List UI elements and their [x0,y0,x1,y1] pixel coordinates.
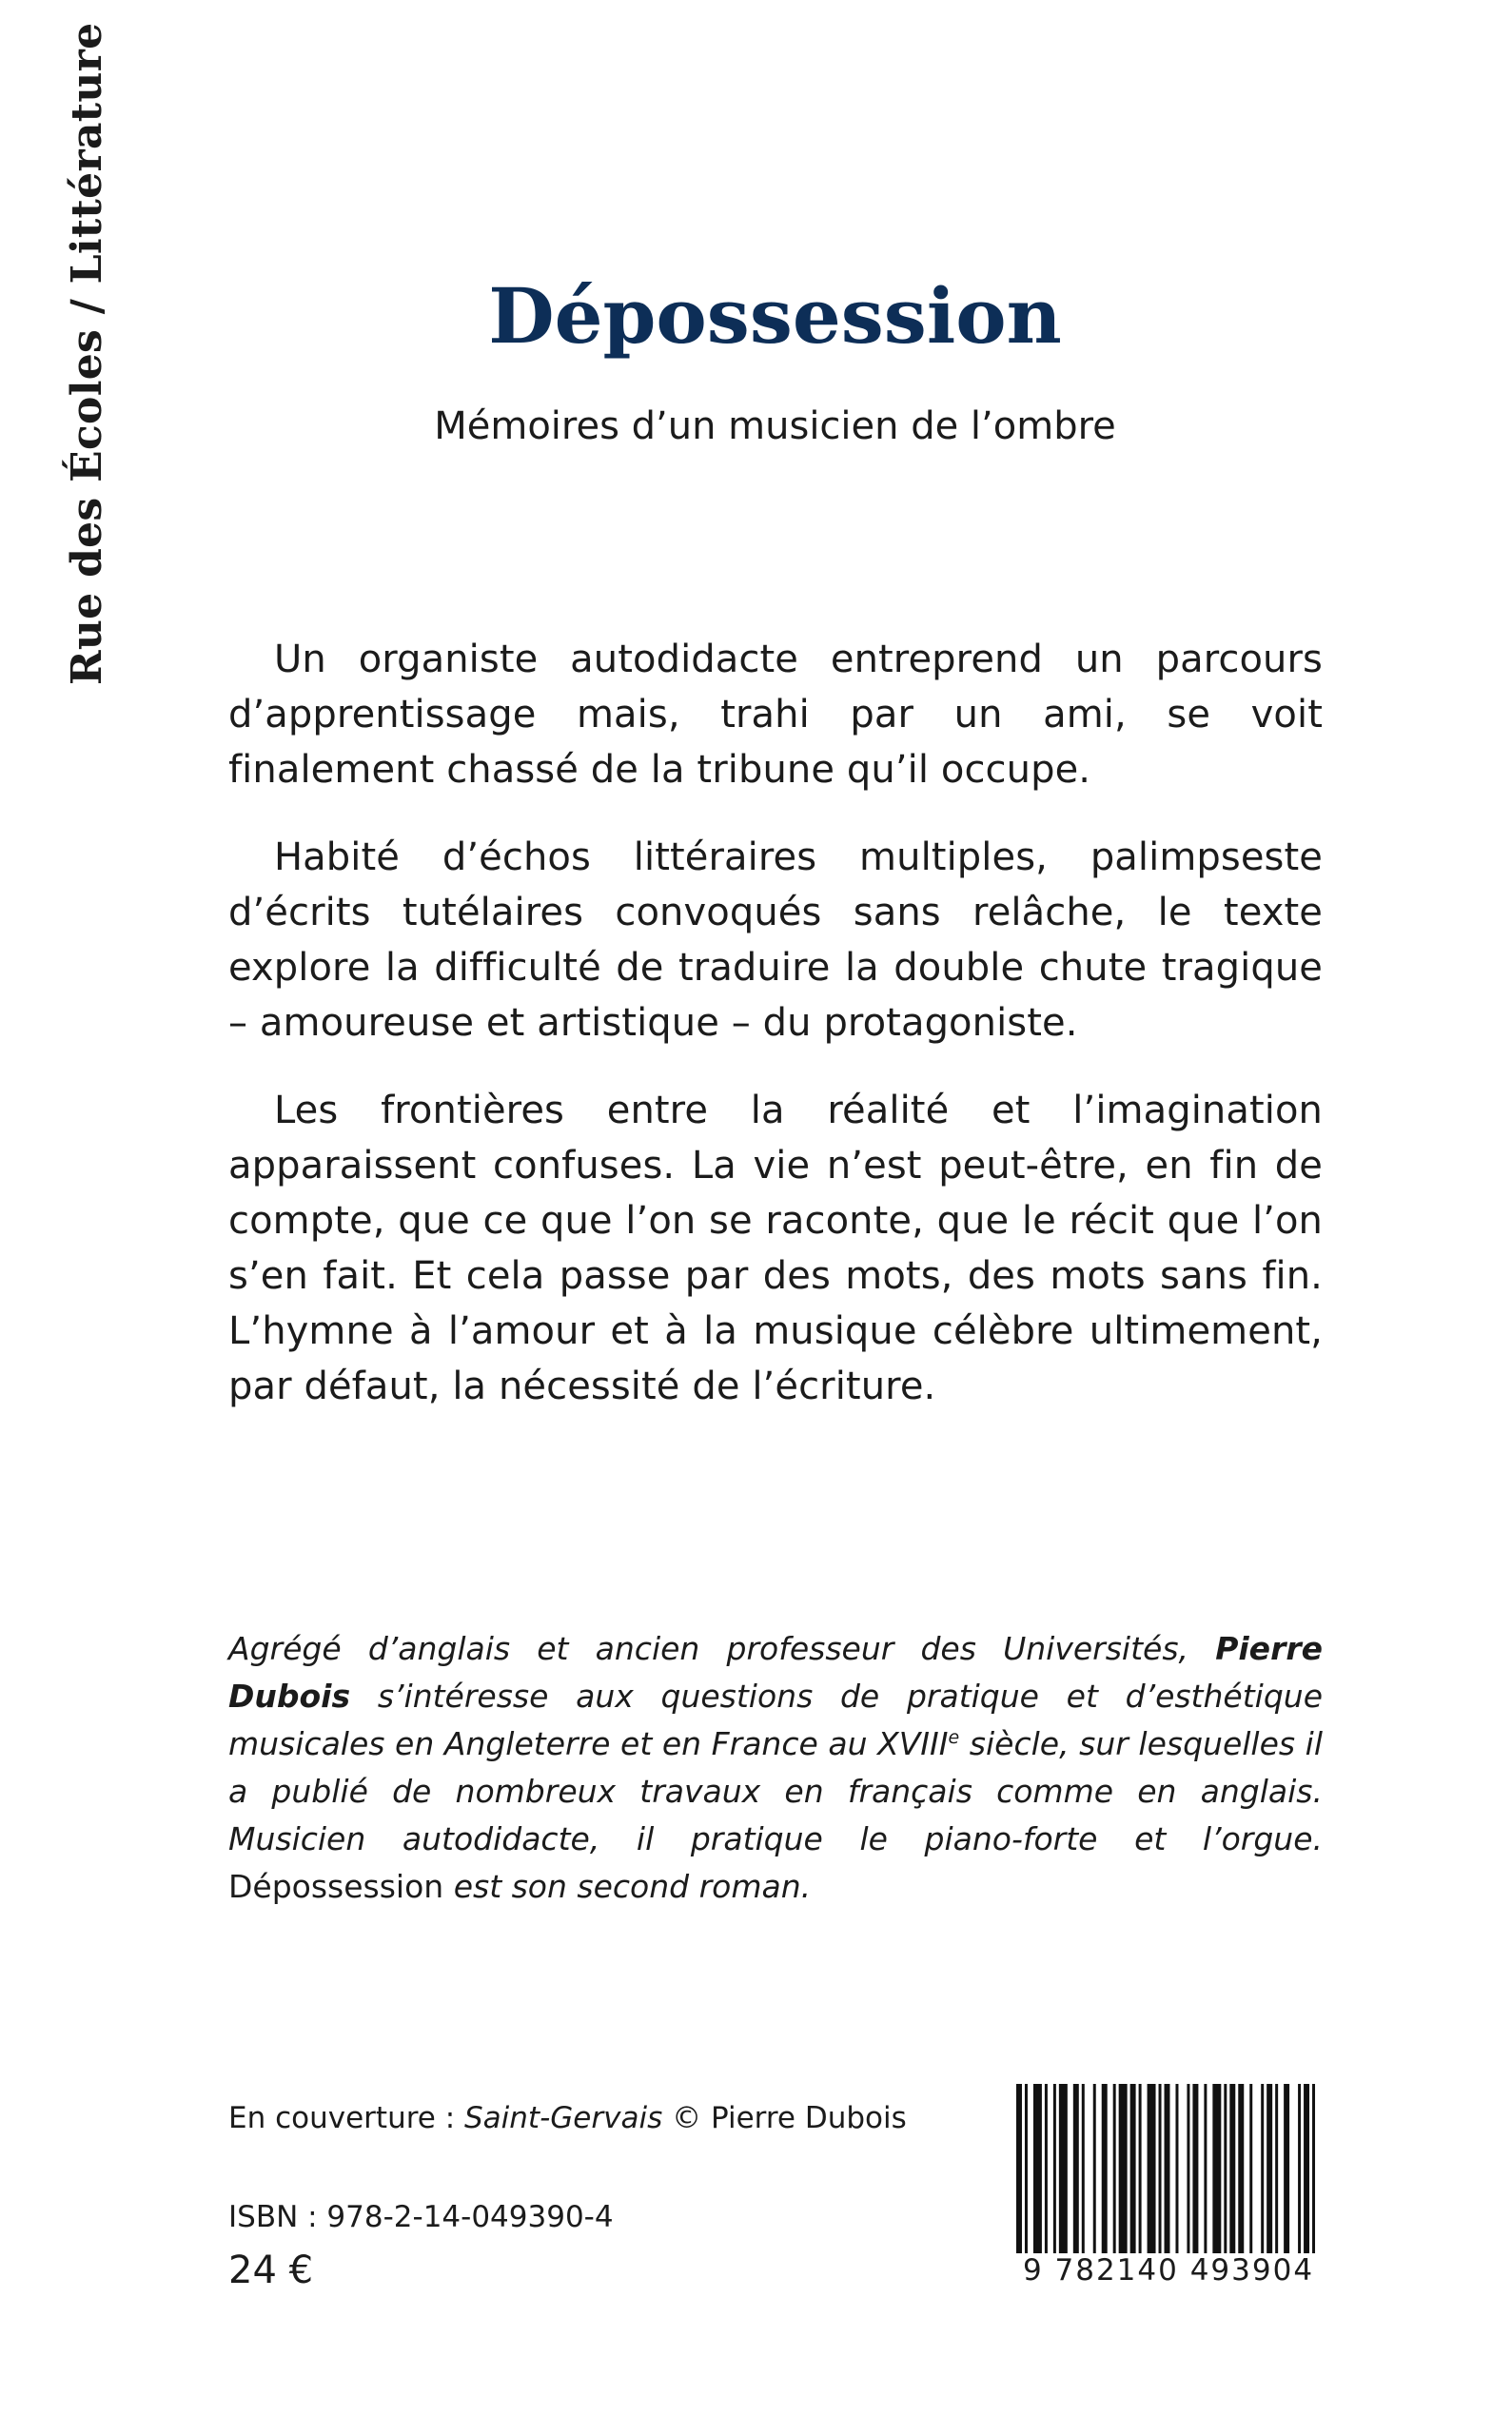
cover-copyright: © Pierre Dubois [662,2101,907,2135]
bio-text: Agrégé d’anglais et ancien professeur des Universités, [228,1630,1216,1667]
summary-paragraph: Les frontières entre la réalité et l’imagination apparaissent confuses. La vie n’est peut-être, en fin de compte, que ce que l’on se raconte, que le récit que l’on s’en fait. Et cela passe par des mots, des mots sans fin. L’hymne à l’amour et à la musique célèbre ultimement, par défaut, la nécessité de l’écriture. [228,1089,1323,1408]
barcode-bar [1238,2084,1244,2253]
barcode-bar [1204,2084,1207,2253]
barcode-bar [1033,2084,1042,2253]
barcode-bar [1212,2084,1221,2253]
author-bio [228,1625,1323,1911]
barcode-bar [1059,2084,1068,2253]
book-title: Dépossession [488,271,1062,361]
barcode-bar [1267,2084,1272,2253]
bio-text: siècle, sur lesquelles il a publié de nombreux travaux en français comme en anglais. Musicien autodidacte, il pratique le piano-forte et l’orgue. [228,1725,1324,1857]
cover-artwork-title: Saint-Gervais [464,2101,663,2135]
barcode-bar [1261,2084,1264,2253]
barcode-bar [1175,2084,1178,2253]
century-superscript: e [948,1727,960,1748]
spine-collection-label: Rue des Écoles / Littérature [63,22,111,685]
barcode-bar [1016,2084,1022,2253]
barcode-bar [1053,2084,1056,2253]
barcode-bar [1192,2084,1198,2253]
barcode-bar [1025,2084,1028,2253]
cover-credit-label: En couverture : [228,2101,464,2135]
barcode-bar [1130,2084,1136,2253]
author-name: Pierre Dubois [228,1630,1323,1715]
book-subtitle: Mémoires d’un musicien de l’ombre [434,404,1116,448]
summary-text [228,632,1323,1446]
barcode-bar [1119,2084,1128,2253]
barcode-bar [1304,2084,1309,2253]
barcode-bar [1082,2084,1085,2253]
barcode [1016,2084,1321,2253]
cover-credit [228,2101,907,2136]
bio-book-title: Dépossession [228,1868,444,1905]
bio-text: s’intéresse aux questions de pratique et d’esthétique musicales en Angleterre et en France au XVIII [228,1678,1323,1762]
barcode-bar [1224,2084,1227,2253]
barcode-bar [1102,2084,1108,2253]
barcode-bar [1312,2084,1315,2253]
barcode-bar [1093,2084,1096,2253]
barcode-bar [1165,2084,1170,2253]
barcode-bar [1284,2084,1289,2253]
barcode-bar [1159,2084,1162,2253]
barcode-bar [1249,2084,1252,2253]
barcode-bar [1045,2084,1048,2253]
barcode-bar [1298,2084,1301,2253]
price: 24 € [228,2249,314,2292]
barcode-bar [1275,2084,1278,2253]
barcode-bar [1229,2084,1235,2253]
summary-paragraph: Habité d’échos littéraires multiples, palimpseste d’écrits tutélaires convoqués sans relâche, le texte explore la difficulté de traduire la double chute tragique – amoureuse et artistique – du protagoniste. [228,835,1323,1045]
barcode-digits: 9 782140 493904 [1022,2253,1315,2288]
barcode-bar [1113,2084,1116,2253]
barcode-bar [1139,2084,1142,2253]
barcode-bar [1073,2084,1079,2253]
bio-text: est son second roman. [443,1868,812,1905]
barcode-bar [1148,2084,1156,2253]
summary-paragraph: Un organiste autodidacte entreprend un parcours d’apprentissage mais, trahi par un ami, se voit finalement chassé de la tribune qu’il occupe. [228,638,1323,792]
isbn: ISBN : 978-2-14-049390-4 [228,2200,614,2234]
barcode-bar [1187,2084,1189,2253]
